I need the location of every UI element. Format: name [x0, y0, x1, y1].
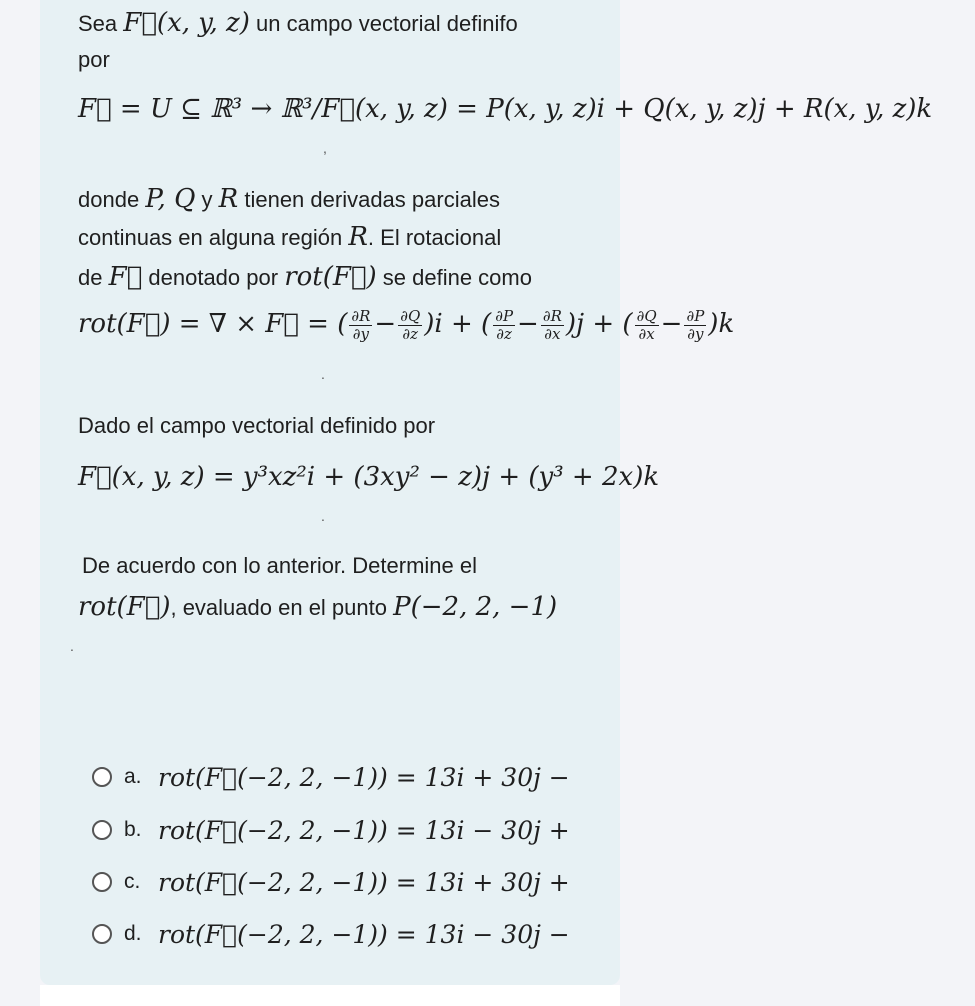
question-line-2: por: [78, 47, 110, 72]
radio-button-d[interactable]: [92, 924, 112, 944]
fraction-dR-dy: $\frac{\partial R}{\partial y}$: [351, 307, 371, 343]
radio-button-b[interactable]: [92, 820, 112, 840]
stray-dot-1: .: [321, 366, 325, 382]
option-d[interactable]: d. rot(F⃗(−2, 2, −1)) = 13i − 30j −: [92, 914, 570, 954]
field-symbol: F⃗(x, y, z): [123, 8, 250, 38]
curl-formula: rot(F⃗) = ∇ × F⃗ = ( $\frac{\partial R}{\partial y}$ − $\frac{\partial Q}{\partial z}$ )i + ( $\frac{\partial P}{\partial z}$ − $\frac{\partial R}{\partial x}$ )j + ( $\frac{\partial Q}{\partial x}$ − $\frac{\partial P}{\partial y}$ )k: [78, 307, 735, 343]
fraction-dR-dx: $\frac{\partial R}{\partial x}$: [542, 307, 562, 343]
stray-dot-3: .: [70, 638, 74, 654]
option-c[interactable]: c. rot(F⃗(−2, 2, −1)) = 13i + 30j +: [92, 862, 570, 902]
question-line-4: continuas en alguna región R. El rotacional: [78, 222, 502, 252]
question-line-5: de F⃗ denotado por rot(F⃗) se define como: [78, 262, 532, 292]
bottom-strip: [40, 985, 620, 1006]
fraction-dP-dz: $\frac{\partial P}{\partial z}$: [495, 307, 514, 343]
given-field-text: Dado el campo vectorial definido por: [78, 413, 436, 438]
question-ask-line-2: rot(F⃗), evaluado en el punto P(−2, 2, −1): [78, 592, 558, 622]
fraction-dP-dy: $\frac{\partial P}{\partial y}$: [686, 307, 705, 343]
field-definition: F⃗ = U ⊆ ℝ³ → ℝ³/F⃗(x, y, z) = P(x, y, z)i + Q(x, y, z)j + R(x, y, z)k: [78, 94, 933, 124]
option-a[interactable]: a. rot(F⃗(−2, 2, −1)) = 13i + 30j −: [92, 757, 570, 797]
option-b[interactable]: b. rot(F⃗(−2, 2, −1)) = 13i − 30j +: [92, 810, 570, 850]
fraction-dQ-dx: $\frac{\partial Q}{\partial x}$: [636, 307, 657, 343]
radio-button-c[interactable]: [92, 872, 112, 892]
stray-dot-2: .: [321, 508, 325, 524]
question-line-1: Sea F⃗(x, y, z) un campo vectorial definifo: [78, 8, 518, 38]
question-line-3: donde P, Q y R tienen derivadas parciales: [78, 184, 500, 214]
stray-comma: ,: [323, 140, 327, 156]
fraction-dQ-dz: $\frac{\partial Q}{\partial z}$: [400, 307, 421, 343]
evaluation-point: P(−2, 2, −1): [393, 592, 558, 622]
given-field-formula: F⃗(x, y, z) = y³xz²i + (3xy² − z)j + (y³ + 2x)k: [78, 462, 660, 492]
question-ask-line-1: De acuerdo con lo anterior. Determine el: [82, 553, 477, 578]
radio-button-a[interactable]: [92, 767, 112, 787]
